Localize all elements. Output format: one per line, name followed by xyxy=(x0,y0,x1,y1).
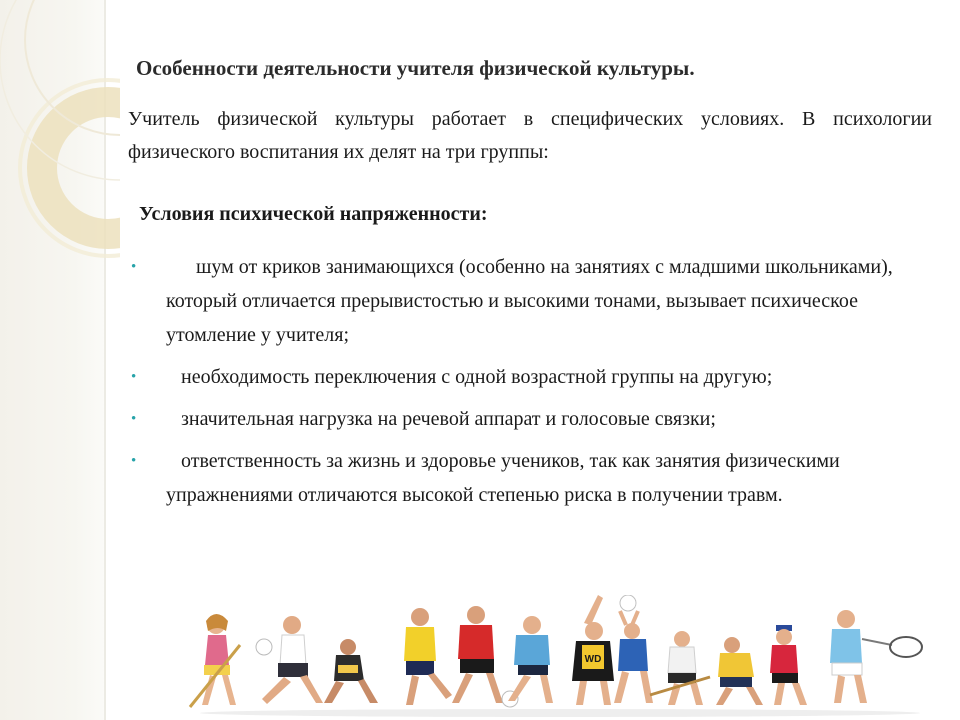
list-item xyxy=(128,444,928,512)
list-item-text: ответственность за жизнь и здоровье учеников, так как занятия физическими упражнениями отличаются высокой степенью риска в получении травм. xyxy=(166,450,840,506)
children-sports-illustration xyxy=(180,595,940,720)
intro-paragraph: Учитель физической культуры работает в специфических условиях. В психологии физического воспитания их делят на три группы: xyxy=(128,108,932,163)
list-item xyxy=(128,402,928,436)
child-figure-tennis xyxy=(830,610,922,703)
list-item-text: шум от криков занимающихся (особенно на занятиях с младшими школьниками), который отличается прерывистостью и высокими тонами, вызывает психическое утомление у учителя; xyxy=(166,256,893,346)
slide-title: Особенности деятельности учителя физической культуры. xyxy=(136,56,695,80)
bullet-icon: • xyxy=(131,369,137,385)
child-figure-hockey-girl xyxy=(190,614,240,707)
child-figure-yellow-shirt xyxy=(404,608,452,705)
list-item xyxy=(128,360,928,394)
conditions-list xyxy=(128,250,928,520)
child-figure-blue-shirt xyxy=(508,616,553,703)
list-item-text: значительная нагрузка на речевой аппарат и голосовые связки; xyxy=(166,408,716,430)
child-figure-yellow-bending xyxy=(716,637,763,705)
child-figure-netball-bib xyxy=(572,595,614,705)
list-item xyxy=(128,250,928,352)
child-figure-red-shirt xyxy=(452,606,518,707)
child-figure-ball-overhead xyxy=(614,595,653,703)
child-figure-runner-ball xyxy=(256,616,323,704)
child-figure-red-cap xyxy=(770,625,807,705)
list-item-text: необходимость переключения с одной возрастной группы на другую; xyxy=(166,366,773,388)
bullet-icon: • xyxy=(131,259,137,275)
bullet-icon: • xyxy=(131,411,137,427)
child-figure-crouching xyxy=(324,639,378,703)
jersey-label: WD xyxy=(584,654,602,665)
section-subheading: Условия психической напряженности: xyxy=(139,203,488,225)
bullet-icon: • xyxy=(131,453,137,469)
child-figure-white-shirt xyxy=(650,631,710,705)
decorative-circles xyxy=(0,0,120,260)
